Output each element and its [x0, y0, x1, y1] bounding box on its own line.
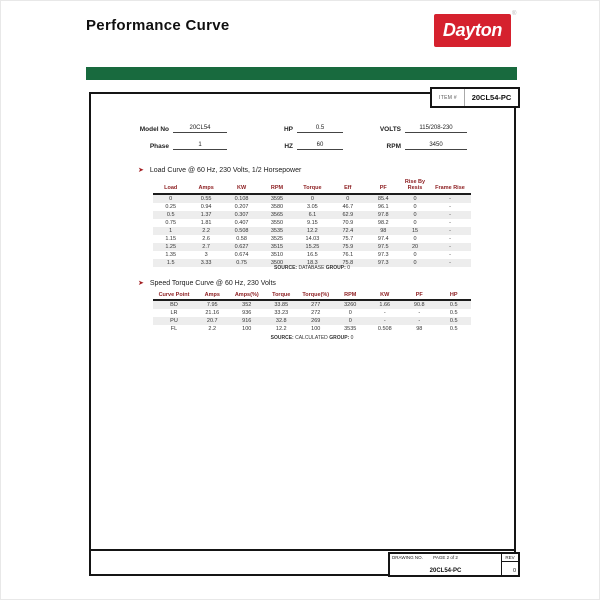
table-row: [153, 211, 471, 219]
table-cell: 0.407: [234, 219, 249, 226]
table-cell: 0.508: [377, 326, 392, 333]
table-row: [153, 325, 471, 333]
table-cell: 1.37: [200, 211, 212, 218]
field-rpm: [367, 142, 467, 150]
table-cell: 936: [242, 310, 252, 317]
table-cell: 85.4: [377, 195, 389, 202]
table-cell: 0: [310, 195, 314, 202]
field-label: Model No: [139, 126, 169, 133]
table-cell: 12.2: [275, 326, 287, 333]
table-cell: 2.6: [202, 235, 210, 242]
table-cell: -: [449, 219, 451, 226]
table-cell: FL: [170, 326, 178, 333]
field-label: Phase: [149, 143, 169, 150]
field-volts: [367, 125, 467, 133]
table-cell: 0.75: [236, 259, 247, 266]
table-cell: 3: [204, 251, 208, 258]
table-cell: 20: [411, 243, 419, 250]
table-cell: BD: [170, 302, 178, 309]
table-cell: 0: [413, 251, 417, 258]
table-cell: 1.25: [165, 243, 177, 250]
table-header-row: [153, 292, 471, 300]
table-row: [153, 203, 471, 211]
table-cell: 3535: [270, 227, 284, 234]
table-cell: 0.108: [234, 195, 249, 202]
table-cell: 3565: [270, 211, 284, 218]
source-label: SOURCE:: [274, 265, 298, 271]
page-indicator: PAGE 2 of 2: [433, 555, 458, 560]
table-row: [153, 219, 471, 227]
table-row: [153, 227, 471, 235]
table-cell: 0.674: [234, 251, 249, 258]
table-cell: 3550: [270, 219, 284, 226]
table-cell: 70.9: [342, 219, 354, 226]
table-cell: 33.85: [274, 302, 289, 309]
column-header: KW: [224, 179, 259, 194]
table-header-row: [153, 179, 471, 194]
group-label: GROUP:: [325, 265, 346, 271]
table-cell: 0.307: [234, 211, 249, 218]
table-cell: -: [449, 251, 451, 258]
table-cell: 0: [169, 195, 173, 202]
table-cell: -: [449, 259, 451, 266]
table-cell: 3535: [344, 326, 357, 333]
table-cell: -: [383, 310, 386, 317]
table-cell: -: [449, 243, 451, 250]
table-cell: 0.75: [165, 219, 177, 226]
revision-cell: [502, 554, 518, 575]
table-cell: 352: [242, 302, 252, 309]
column-header: RPM: [259, 179, 294, 194]
field-value: 115/208-230: [405, 125, 467, 133]
page-frame: [89, 92, 516, 576]
table-cell: -: [449, 211, 451, 218]
column-header: PF: [366, 179, 401, 194]
table-cell: 0.58: [236, 235, 247, 242]
table-cell: -: [449, 227, 451, 234]
table-cell: 9.15: [307, 219, 318, 226]
table-cell: -: [418, 310, 421, 317]
table-cell: 2.2: [208, 326, 217, 333]
table-cell: 75.9: [342, 243, 354, 250]
table-cell: 100: [242, 326, 252, 333]
table-cell: 1: [169, 227, 173, 234]
column-header: Load: [153, 179, 188, 194]
drawing-info-cell: [390, 554, 502, 575]
table-cell: 0: [413, 219, 417, 226]
table-cell: 1.66: [379, 302, 391, 309]
table-cell: 7.95: [206, 302, 218, 309]
table-row: [153, 251, 471, 259]
field-phase: [119, 142, 227, 150]
load-curve-title: Load Curve @ 60 Hz, 230 Volts, 1/2 Horsepower: [149, 167, 302, 174]
group-label: GROUP:: [329, 335, 350, 341]
table-cell: 0: [348, 310, 352, 317]
column-header: Torque(%): [299, 292, 334, 300]
table-cell: 0.25: [165, 203, 177, 210]
table-cell: 32.8: [275, 318, 287, 325]
table-cell: -: [449, 195, 451, 202]
table-cell: 0.5: [449, 326, 458, 333]
header-divider-bar: [86, 67, 517, 80]
column-header: Amps: [188, 179, 223, 194]
field-value: 1: [173, 142, 227, 150]
table-cell: 97.4: [377, 235, 389, 242]
drawing-title-block: [388, 552, 520, 577]
field-value: 3450: [405, 142, 467, 150]
table-cell: 98: [416, 326, 423, 333]
load-curve-section-header: [138, 167, 301, 174]
field-value: 0.5: [297, 125, 343, 133]
field-label: VOLTS: [379, 126, 401, 133]
table-cell: 3525: [270, 235, 284, 242]
table-cell: 0.5: [449, 302, 458, 309]
table-cell: 100: [311, 326, 321, 333]
table-cell: 97.8: [377, 211, 389, 218]
table-cell: 97.3: [377, 259, 389, 266]
table-cell: 12.2: [307, 227, 318, 234]
load-curve-table: [153, 179, 471, 267]
table-cell: 0: [348, 318, 352, 325]
table-cell: 0: [413, 195, 417, 202]
column-header: KW: [368, 292, 403, 300]
table-cell: 15.25: [305, 243, 320, 250]
table-cell: 3.05: [307, 203, 318, 210]
table-cell: LR: [170, 310, 178, 317]
speed-torque-source-line: [153, 335, 471, 341]
group-value: 0: [350, 335, 354, 341]
field-value: 60: [297, 142, 343, 150]
field-model-no: [119, 125, 227, 133]
speed-torque-section-header: [138, 280, 276, 287]
rev-value: 0: [512, 568, 516, 574]
table-cell: 0: [346, 195, 350, 202]
table-cell: -: [449, 203, 451, 210]
registered-trademark-icon: ®: [512, 11, 517, 17]
column-header: Rise By Resis: [401, 179, 429, 194]
table-cell: 0: [413, 203, 417, 210]
table-cell: 75.8: [342, 259, 354, 266]
table-cell: 0.5: [166, 211, 175, 218]
table-cell: 3260: [344, 302, 357, 309]
drawing-no-label: DRAWING NO.: [392, 555, 423, 560]
table-cell: 2.2: [202, 227, 210, 234]
table-row: [153, 194, 471, 203]
table-cell: 62.9: [342, 211, 354, 218]
table-cell: 98.2: [377, 219, 389, 226]
page-title: Performance Curve: [86, 17, 230, 34]
column-header: Torque: [264, 292, 299, 300]
column-header: Amps(%): [230, 292, 265, 300]
table-cell: 97.3: [377, 251, 389, 258]
table-row: [153, 309, 471, 317]
column-header: PF: [402, 292, 437, 300]
speed-torque-table: [153, 292, 471, 333]
dayton-logo: Dayton: [434, 14, 511, 47]
table-cell: 277: [311, 302, 321, 309]
section-arrow-icon: ➤: [138, 167, 144, 174]
table-cell: 3510: [270, 251, 284, 258]
rev-label: REV: [502, 554, 518, 562]
table-cell: 0.207: [234, 203, 249, 210]
table-cell: 3580: [270, 203, 284, 210]
column-header: RPM: [333, 292, 368, 300]
table-cell: 0.94: [200, 203, 212, 210]
table-cell: 72.4: [342, 227, 354, 234]
drawing-number-value: 20CL54-PC: [429, 568, 462, 574]
field-label: HZ: [284, 143, 293, 150]
table-cell: 1.15: [165, 235, 177, 242]
table-cell: 98: [380, 227, 387, 234]
column-header: Torque: [295, 179, 330, 194]
table-cell: 1.5: [166, 259, 175, 266]
table-row: [153, 243, 471, 251]
table-cell: 3595: [270, 195, 284, 202]
table-cell: PU: [170, 318, 178, 325]
column-header: HP: [437, 292, 472, 300]
source-label: SOURCE:: [270, 335, 294, 341]
table-cell: 1.35: [165, 251, 177, 258]
item-number-box: [430, 87, 520, 108]
table-row: [153, 300, 471, 309]
table-cell: 3500: [270, 259, 284, 266]
table-cell: 96.1: [377, 203, 389, 210]
table-cell: -: [418, 318, 421, 325]
field-value: 20CL54: [173, 125, 227, 133]
field-hz: [271, 142, 343, 150]
column-header: Curve Point: [153, 292, 195, 300]
table-cell: -: [449, 235, 451, 242]
field-label: RPM: [386, 143, 401, 150]
table-cell: 90.8: [413, 302, 425, 309]
table-cell: 21.16: [205, 310, 220, 317]
table-cell: 0: [413, 235, 417, 242]
column-header: Frame Rise: [429, 179, 471, 194]
column-header: Eff: [330, 179, 365, 194]
table-cell: 916: [242, 318, 252, 325]
table-cell: 75.7: [342, 235, 354, 242]
table-cell: 76.1: [342, 251, 354, 258]
table-row: [153, 235, 471, 243]
section-arrow-icon: ➤: [138, 280, 144, 287]
table-cell: 269: [311, 318, 321, 325]
table-cell: 16.5: [307, 251, 318, 258]
table-cell: 20.7: [206, 318, 218, 325]
item-number-label: ITEM #: [432, 89, 465, 106]
table-cell: 0.5: [449, 310, 458, 317]
table-cell: 46.7: [342, 203, 354, 210]
table-cell: 0: [413, 259, 417, 266]
table-cell: -: [383, 318, 386, 325]
table-cell: 0.508: [234, 227, 249, 234]
table-cell: 33.23: [274, 310, 289, 317]
table-cell: 97.5: [377, 243, 389, 250]
source-value: CALCULATED: [295, 335, 328, 341]
table-cell: 15: [411, 227, 419, 234]
table-cell: 272: [311, 310, 321, 317]
table-cell: 0: [413, 211, 417, 218]
field-hp: [271, 125, 343, 133]
item-number-value: 20CL54-PC: [471, 93, 512, 102]
table-cell: 18.3: [307, 259, 318, 266]
table-cell: 3515: [270, 243, 284, 250]
table-cell: 2.7: [202, 243, 210, 250]
group-value: 0: [347, 265, 350, 271]
table-cell: 1.81: [200, 219, 212, 226]
table-cell: 3.33: [200, 259, 212, 266]
table-cell: 6.1: [308, 211, 317, 218]
table-cell: 0.55: [200, 195, 212, 202]
table-cell: 0.627: [234, 243, 249, 250]
footer-divider-line: [89, 549, 516, 551]
load-curve-source-line: [153, 265, 471, 271]
table-cell: 14.03: [305, 235, 320, 242]
speed-torque-title: Speed Torque Curve @ 60 Hz, 230 Volts: [149, 280, 276, 287]
field-label: HP: [283, 126, 293, 133]
column-header: Amps: [195, 292, 230, 300]
source-value: DATABASE: [298, 265, 325, 271]
table-cell: 0.5: [449, 318, 458, 325]
table-row: [153, 317, 471, 325]
